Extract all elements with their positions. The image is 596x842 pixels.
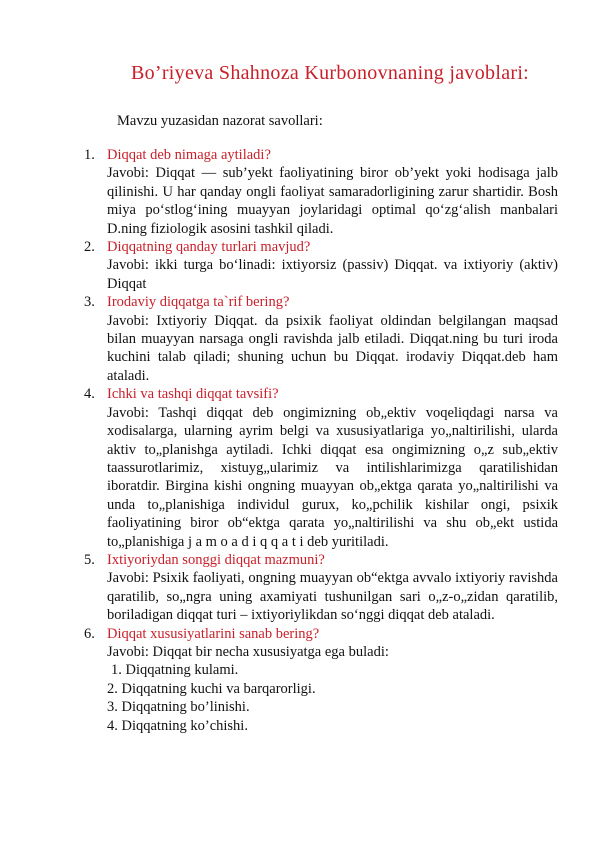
question-item — [84, 385, 558, 551]
question-number: 1. — [84, 147, 95, 163]
property-list-item: 2. Diqqatning kuchi va barqarorligi. — [107, 680, 316, 697]
question-text: Diqqatning qanday turlari mavjud? — [107, 239, 311, 256]
answer-text: Javobi: Diqqat bir necha xususiyatga ega buladi: — [107, 643, 389, 660]
question-number: 3. — [84, 294, 95, 311]
answer-text: Javobi: ikki turga bo‘linadi: ixtiyorsiz (passiv) Diqqat. va ixtiyoriy (aktiv) Diqqat — [107, 257, 558, 292]
question-number: 5. — [84, 551, 95, 568]
property-list-item: 3. Diqqatning bo’linishi. — [107, 699, 250, 716]
question-text: Ixtiyoriydan songgi diqqat mazmuni? — [107, 551, 325, 568]
answer-text: Javobi: Psixik faoliyati, ongning muayyan ob“ektga avvalo ixtiyoriy ravishda qaratilib, so„ngra uning axamiyati tushunilgan sari o„z-o„zidan qaratilib, boriladigan diqqat turi – ixtiyoriylikdan so‘nggi diqqat deb ataladi. — [107, 570, 558, 624]
question-item — [84, 293, 558, 385]
question-text: Irodaviy diqqatga ta`rif bering? — [107, 294, 290, 311]
question-item — [84, 551, 558, 625]
answer-text: Javobi: Ixtiyoriy Diqqat. da psixik faoliyat oldindan belgilangan maqsad bilan muayyan narsaga ongli ravishda jalb etiladi. Diqqat.ning bu turi iroda kuchini talab qiladi; shuning uchun bu Diqqat. irodaviy Diqqat.deb ham ataladi. — [107, 312, 558, 384]
answer-text: Javobi: Tashqi diqqat deb ongimizning ob„ektiv voqeliqdagi narsa va xodisalarga, ularning ayrim belgi va xususiyatlariga yo„naltirilishi, ularda aktiv to„planishga aytiladi. Ichki diqqat esa ongimizning o„z sub„ektiv taassurotlarimiz, xistuyg„ularimiz va intilishlarimizga qaratilishidan iboratdir. Birgina kishi ongning muayyan ob„ektga qarata yo„naltirilishi va unda to„planishiga individul gurux, ko„pchilik kishilar ongi, psixik faoliyatining biror ob“ektga qarata yo„naltirilishi va shu ob„ekt ustida to„planishiga j a m o a d i q q a t i deb yuritiladi. — [107, 404, 558, 550]
question-item — [84, 146, 558, 238]
property-list-item: 1. Diqqatning kulami. — [111, 662, 239, 679]
question-item — [84, 238, 558, 293]
question-text: Diqqat deb nimaga aytiladi? — [107, 147, 271, 163]
question-list — [84, 146, 558, 735]
page-title: Bo’riyeva Shahnoza Kurbonovnaning javoblari: — [130, 62, 530, 84]
answer-text: Javobi: Diqqat — sub’yekt faoliyatining biror ob’yekt yoki hodisaga jalb qilinishi. U har qanday ongli faoliyat samaradorligining zarur shartidir. Bosh miya po‘stlog‘ining muayyan joylaridagi optimal qo‘zg‘alish manbalari D.ning fiziologik asosini tashkil qiladi. — [107, 165, 558, 237]
question-text: Diqqat xususiyatlarini sanab bering? — [107, 625, 320, 642]
question-number: 4. — [84, 386, 95, 403]
page-subtitle: Mavzu yuzasidan nazorat savollari: — [117, 113, 323, 129]
question-number: 6. — [84, 625, 95, 642]
question-item — [84, 625, 558, 735]
property-list-item: 4. Diqqatning ko’chishi. — [107, 717, 248, 734]
question-number: 2. — [84, 239, 95, 256]
question-text: Ichki va tashqi diqqat tavsifi? — [107, 386, 279, 403]
